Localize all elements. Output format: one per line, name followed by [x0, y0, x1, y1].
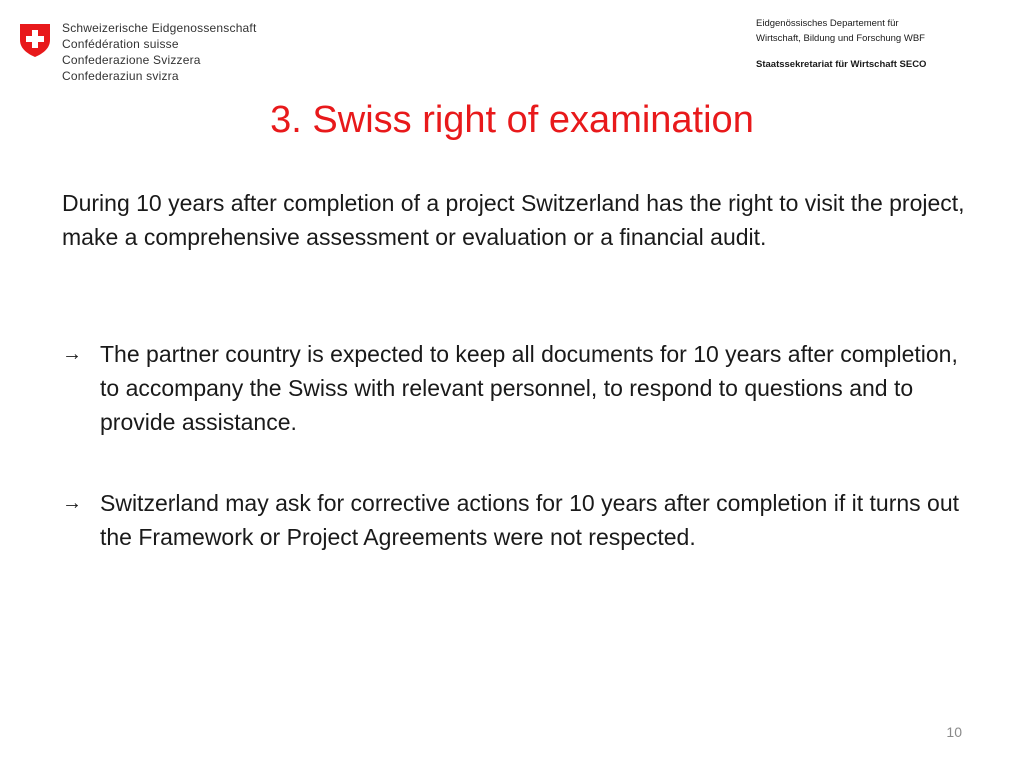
bullet-item [62, 486, 962, 554]
confederation-logo [18, 20, 257, 84]
department-line-1: Eidgenössisches Departement für [756, 18, 899, 29]
page-number: 10 [946, 724, 962, 740]
confederation-name [62, 20, 257, 84]
intro-paragraph: During 10 years after completion of a project Switzerland has the right to visit the project, make a comprehensive assessment or evaluation or a financial audit. [62, 190, 965, 250]
department-line-2: Wirtschaft, Bildung und Forschung WBF [756, 33, 925, 44]
slide-title: 3. Swiss right of examination [270, 99, 754, 141]
swiss-shield-icon [18, 22, 52, 58]
logo-line-it: Confederazione Svizzera [62, 53, 201, 67]
bullet-text: Switzerland may ask for corrective actions for 10 years after completion if it turns out the Framework or Project Agreements were not respected. [100, 490, 960, 550]
arrow-right-icon: → [62, 492, 82, 514]
logo-line-de: Schweizerische Eidgenossenschaft [62, 21, 257, 35]
department-block [756, 16, 1006, 71]
logo-line-fr: Confédération suisse [62, 37, 179, 51]
arrow-right-icon: → [62, 343, 82, 365]
secretariat-name: Staatssekretariat für Wirtschaft SECO [756, 59, 927, 70]
logo-line-rm: Confederaziun svizra [62, 69, 179, 83]
bullet-text: The partner country is expected to keep all documents for 10 years after completion, to accompany the Swiss with relevant personnel, to respond to questions and to provide assistance. [100, 341, 958, 435]
bullet-item [62, 337, 962, 439]
